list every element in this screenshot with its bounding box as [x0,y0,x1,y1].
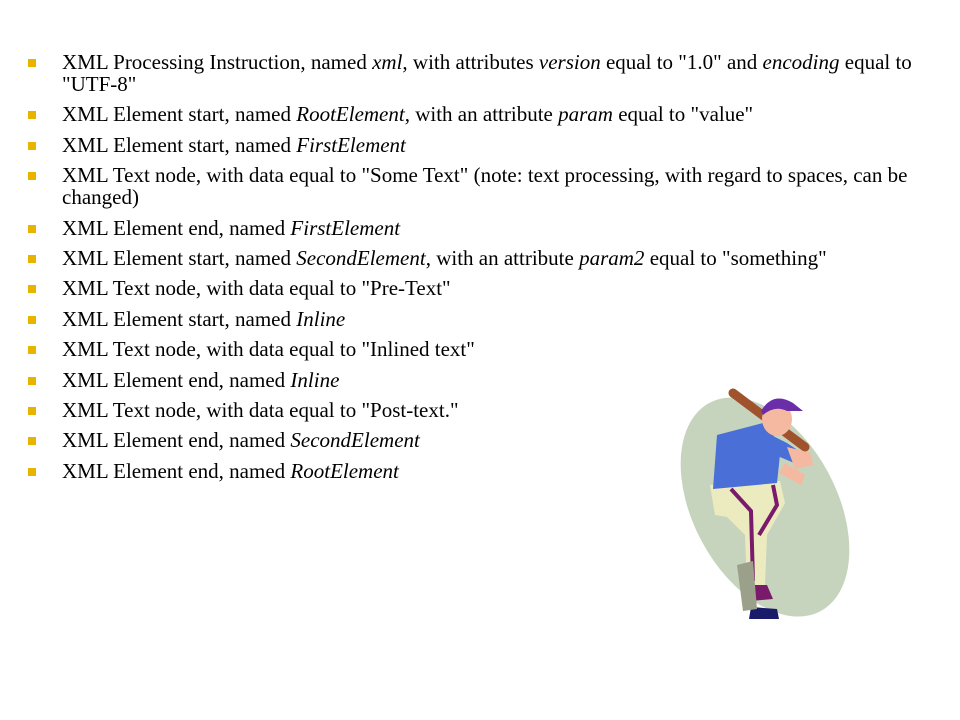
bullet-item [28,308,928,330]
bullet-item [28,217,928,239]
italic-term: version [538,50,601,74]
text-segment: XML Text node, with data equal to "Pre-Text" [62,276,451,301]
bullet-item [28,247,928,269]
square-bullet-icon [28,316,36,324]
text-segment: , with attributes [402,50,539,74]
text-segment: XML Element end, named [62,428,291,453]
text-segment: XML Element start, named [62,102,297,127]
bullet-text [62,398,459,422]
text-segment: equal to "1.0" and [600,50,763,74]
bullet-item [28,134,928,156]
italic-term: param2 [579,245,645,270]
italic-term: RootElement [290,458,399,483]
italic-term: SecondElement [296,245,426,270]
bullet-item [28,338,928,360]
square-bullet-icon [28,225,36,233]
bullet-text [62,246,827,270]
text-segment: XML Element start, named [62,132,297,157]
bullet-text [62,307,345,331]
italic-term: RootElement [296,102,405,127]
text-segment: XML Processing Instruction, named [62,50,373,74]
bullet-text [62,133,406,157]
bullet-text [62,102,753,126]
square-bullet-icon [28,111,36,119]
text-segment: XML Text node, with data equal to "Some Text" (note: text processing, with regard to spaces, can be changed) [62,163,908,210]
text-segment: XML Element start, named [62,306,297,331]
text-segment: equal to "UTF-8" [62,50,912,96]
text-segment: , with an attribute [404,102,559,127]
square-bullet-icon [28,377,36,385]
text-segment: XML Element end, named [62,215,291,240]
square-bullet-icon [28,437,36,445]
text-segment: XML Element end, named [62,367,291,392]
italic-term: FirstElement [290,215,401,240]
text-segment: XML Text node, with data equal to "Inlined text" [62,337,475,362]
italic-term: Inline [290,367,340,392]
bullet-item [28,277,928,299]
text-segment: equal to "something" [644,245,827,270]
bullet-item [28,164,928,208]
bullet-text [62,50,912,96]
text-segment: , with an attribute [425,245,580,270]
square-bullet-icon [28,255,36,263]
bullet-text [62,368,339,392]
bullet-text [62,428,420,452]
italic-term: FirstElement [296,132,406,157]
text-segment: equal to "value" [612,102,754,127]
square-bullet-icon [28,285,36,293]
bullet-text [62,459,399,483]
bullet-item [28,103,928,125]
baseball-batter-clipart [655,385,875,625]
square-bullet-icon [28,59,36,67]
bullet-text [62,163,907,209]
square-bullet-icon [28,468,36,476]
italic-term: xml [372,50,403,74]
bullet-text [62,337,475,361]
italic-term: encoding [762,50,840,74]
text-segment: XML Text node, with data equal to "Post-text." [62,397,459,422]
bullet-text [62,216,400,240]
bullet-text [62,276,451,300]
italic-term: SecondElement [290,428,420,453]
italic-term: param [558,102,613,127]
text-segment: XML Element start, named [62,245,297,270]
square-bullet-icon [28,142,36,150]
bullet-item [28,51,928,95]
square-bullet-icon [28,346,36,354]
text-segment: XML Element end, named [62,458,291,483]
square-bullet-icon [28,407,36,415]
square-bullet-icon [28,172,36,180]
italic-term: Inline [296,306,346,331]
